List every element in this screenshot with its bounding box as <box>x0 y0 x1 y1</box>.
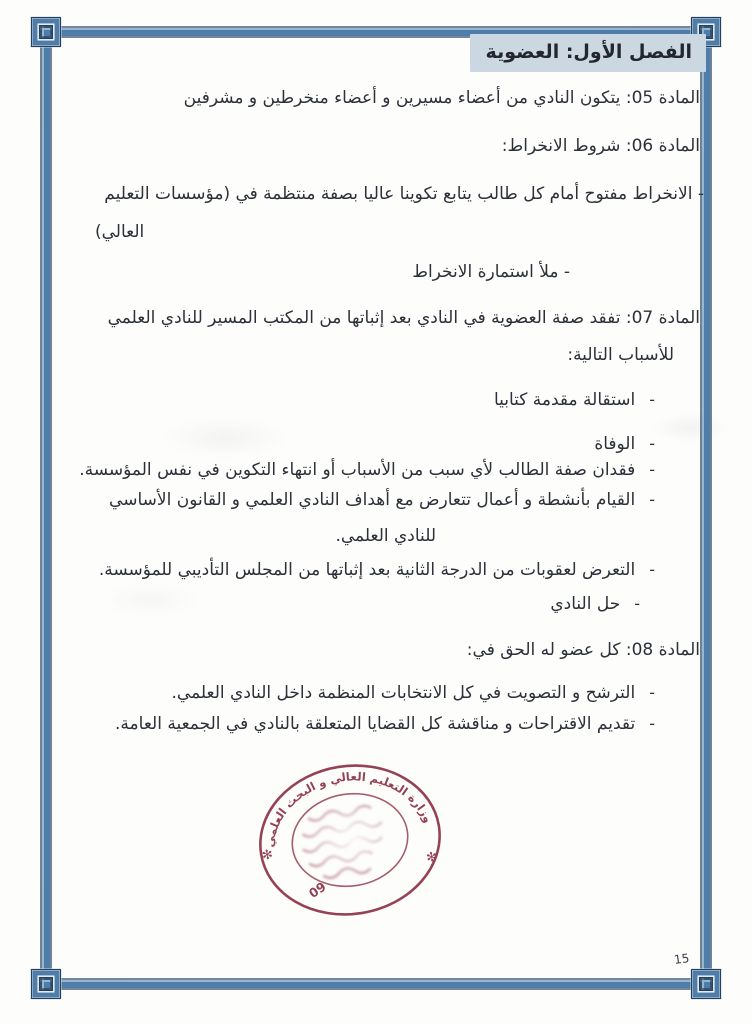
bullet-text: حل النادي <box>550 594 621 614</box>
chapter-title <box>470 34 706 72</box>
loss-reason-item-continuation: للنادي العلمي. <box>335 526 436 546</box>
loss-reason-item <box>550 594 640 615</box>
bullet-dash: - <box>649 560 655 579</box>
bullet-dash: - <box>649 460 655 479</box>
article-05: المادة 05: يتكون النادي من أعضاء مسيرين و أعضاء منخرطين و مشرفين <box>183 88 700 108</box>
ministry-stamp <box>238 739 462 940</box>
bullet-text: القيام بأنشطة و أعمال تتعارض مع أهداف النادي العلمي و القانون الأساسي <box>109 490 636 510</box>
member-right-item <box>172 683 656 704</box>
chapter-title-text: الفصل الأول: العضوية <box>485 41 692 63</box>
member-right-item <box>115 714 655 735</box>
page-number: 15 <box>673 951 691 967</box>
loss-reason-item <box>594 434 655 455</box>
bullet-dash: - <box>634 594 640 613</box>
article-07-line2: للأسباب التالية: <box>567 345 674 365</box>
enrollment-open-line1: - الانخراط مفتوح أمام كل طالب يتابع تكوينا عاليا بصفة منتظمة في (مؤسسات التعليم <box>104 184 704 204</box>
bullet-text: تقديم الاقتراحات و مناقشة كل القضايا المتعلقة بالنادي في الجمعية العامة. <box>115 714 636 734</box>
loss-reason-item <box>99 560 655 581</box>
bullet-text: الترشح و التصويت في كل الانتخابات المنظمة داخل النادي العلمي. <box>171 683 636 703</box>
bullet-text: استقالة مقدمة كتابيا <box>493 390 636 410</box>
bullet-dash: - <box>649 714 655 733</box>
bullet-text: الوفاة <box>594 434 636 454</box>
bullet-text: فقدان صفة الطالب لأي سبب من الأسباب أو انتهاء التكوين في نفس المؤسسة. <box>79 460 636 480</box>
bullet-dash: - <box>649 390 655 409</box>
stamp-star-right-icon: ✻ <box>425 849 439 867</box>
stamp-star-left-icon: ✻ <box>260 847 274 864</box>
stamp-rim-text: وزارة التعليم العالي و البحث العلمي <box>262 769 436 849</box>
article-07-line1: المادة 07: تفقد صفة العضوية في النادي بعد إثباتها من المكتب المسير للنادي العلمي <box>107 308 700 328</box>
article-08: المادة 08: كل عضو له الحق في: <box>466 640 700 660</box>
loss-reason-item <box>494 390 655 411</box>
loss-reason-item <box>79 460 655 481</box>
bullet-dash: - <box>649 434 655 453</box>
bullet-dash: - <box>649 683 655 702</box>
bullet-text: التعرض لعقوبات من الدرجة الثانية بعد إثباتها من المجلس التأديبي للمؤسسة. <box>98 560 636 580</box>
bullet-dash: - <box>649 490 655 509</box>
enrollment-form-line: - ملأ استمارة الانخراط <box>412 262 570 282</box>
article-06: المادة 06: شروط الانخراط: <box>501 136 700 156</box>
loss-reason-item <box>109 490 655 511</box>
enrollment-open-line2: العالي) <box>95 222 145 242</box>
stamp-code: 09 <box>305 878 329 902</box>
